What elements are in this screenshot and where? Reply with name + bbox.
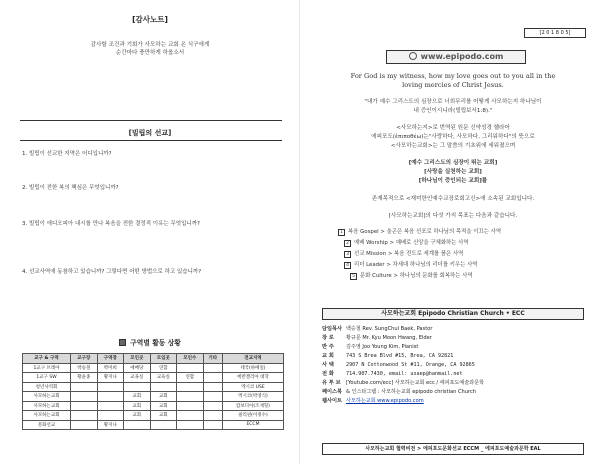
five-goals-intro: [사모하는교회]의 다섯 가지 목표는 다음과 같습니다. — [388, 213, 518, 219]
goal-text: 리더 Leader > 차세대 하나님의 리더를 키우는 사역 — [354, 262, 478, 268]
header-cell: 기타 — [203, 354, 222, 364]
table-cell — [71, 411, 98, 421]
goal-3 — [344, 249, 584, 258]
goal-text: 선교 Mission > 복음 전도로 세계를 품은 사역 — [354, 251, 464, 257]
goal-1 — [338, 227, 578, 236]
goal-number: 4 — [344, 262, 351, 269]
table-cell: 연합 — [177, 373, 204, 383]
info-youtube — [322, 379, 584, 388]
table-row — [23, 363, 284, 373]
table-cell — [71, 401, 98, 411]
table-cell — [203, 420, 222, 430]
table-cell: 캄보디아(조재형) — [222, 401, 283, 411]
purpose-text: 존재목적으로 <재미한인예수교장로회고신>에 소속된 교회입니다. — [371, 196, 535, 202]
section-rule-top — [20, 120, 282, 121]
section-rule-bottom — [20, 140, 282, 141]
info-value: 743 S Brea Blvd #15, Brea, CA 92821 — [346, 353, 454, 359]
table-cell — [177, 420, 204, 430]
goal-number: 5 — [350, 273, 357, 280]
info-phone-email — [322, 370, 584, 379]
table-row — [23, 401, 284, 411]
question-3: 3. 빌립이 에디오피아 내시를 만나 복음을 전한 결정적 이유는 무엇입니까? — [22, 221, 200, 227]
table-cell — [177, 401, 204, 411]
info-label: 장 로 — [322, 335, 334, 341]
table-cell — [203, 392, 222, 402]
info-website — [322, 397, 584, 406]
table-cell — [97, 401, 124, 411]
table-cell: 교회 — [150, 401, 177, 411]
activities-table — [22, 353, 284, 430]
info-label: 페이스북 — [322, 389, 343, 395]
website-banner-text: www.epipodo.com — [420, 52, 504, 61]
info-label: 전 화 — [322, 371, 334, 377]
goal-text: 복음 Gospel > 울곤은 복음 선포로 하나님의 목적을 이끄는 사역 — [348, 229, 502, 235]
box-icon — [119, 339, 126, 346]
table-row — [23, 420, 284, 430]
info-value: 714.907.7430, email: usaep@hanmail.net — [346, 371, 463, 377]
table-cell — [150, 420, 177, 430]
website-banner[interactable] — [386, 50, 526, 64]
table-cell: 교회 — [150, 411, 177, 421]
info-value: 김주영 Joo Young Kim, Pianist — [346, 344, 419, 350]
table-cell: 1교구 브레아 — [23, 363, 71, 373]
header-cell: 교구장 — [71, 354, 98, 364]
table-cell — [203, 373, 222, 383]
meaning-line-1: <사모하는지>로 번역된 원문 신약성경 헬라어 — [396, 125, 510, 131]
table-cell — [124, 420, 151, 430]
header-cell: 모인수 — [177, 354, 204, 364]
table-cell — [203, 401, 222, 411]
info-church-address — [322, 352, 584, 361]
info-label: 담임목사 — [322, 326, 343, 332]
missions-section-title: [빌립의 선교] — [128, 129, 172, 137]
date-box: [2 0 1 8 0 5] — [524, 28, 586, 38]
globe-icon — [409, 52, 417, 60]
goal-text: 예배 Worship > 예배로 신앙을 구체화하는 사역 — [354, 240, 469, 246]
table-cell: 연합 — [150, 363, 177, 373]
table-cell — [203, 411, 222, 421]
church-name-bar: 사모하는교회 Epipodo Christian Church • ECC — [322, 308, 584, 320]
header-cell: 교구 & 구역 — [23, 354, 71, 364]
goal-number: 1 — [338, 229, 345, 236]
table-cell — [203, 382, 222, 392]
header-cell: 전교지역 — [222, 354, 283, 364]
activities-title — [0, 337, 300, 347]
website-link[interactable]: 사모하는교회 www.epipodo.com — [346, 398, 424, 404]
table-cell: 사모하는교회 — [23, 411, 71, 421]
table-cell: 필리핀(이정수) — [222, 411, 283, 421]
table-cell — [177, 392, 204, 402]
table-cell: 교회 — [124, 401, 151, 411]
slogan-1: [예수 그리스도의 심장이 뛰는 교회] — [408, 160, 498, 166]
table-cell — [71, 392, 98, 402]
table-cell: 교회 — [124, 411, 151, 421]
table-cell: 사모하는교회 — [23, 392, 71, 402]
table-cell: 황지나 — [97, 373, 124, 383]
thanks-line-1: 감사할 조건과 기회가 사모하는 교회 온 식구에게 — [90, 42, 210, 48]
table-cell — [150, 382, 177, 392]
info-pianist — [322, 343, 584, 352]
table-cell: 에반겔리아 대학 — [222, 373, 283, 383]
meaning-line-3: <사모하는교회>는 그 말씀의 기초위에 세워졌으며 — [390, 143, 516, 149]
table-header-row — [23, 354, 284, 364]
table-row — [23, 382, 284, 392]
goal-number: 2 — [344, 240, 351, 247]
thanks-line-2: 순간마다 충만하게 하옵소서 — [115, 50, 185, 56]
table-cell: 황지나 — [97, 420, 124, 430]
table-cell: 교회 — [150, 392, 177, 402]
goal-text: 문화 Culture > 하나님의 문화를 회복하는 사역 — [360, 273, 473, 279]
verse-english-2: loving mercies of Christ Jesus. — [402, 81, 504, 89]
verse-korean-2: 내 증인이시니라(빌립보서1:8)." — [413, 108, 493, 114]
table-cell — [97, 382, 124, 392]
goal-number: 3 — [344, 251, 351, 258]
question-2: 2. 빌립이 전한 복의 핵심은 무엇입니까? — [22, 185, 119, 191]
info-label: 사 택 — [322, 362, 334, 368]
table-cell — [97, 411, 124, 421]
info-label: 유 투 브 — [322, 380, 341, 386]
table-cell: 교육실 — [124, 373, 151, 383]
info-value: 백승철 Rev. SungChul Baek, Pastor — [346, 326, 433, 332]
table-cell — [177, 382, 204, 392]
table-cell: ECCM — [222, 420, 283, 430]
activities-title-text: 구역별 활동 상황 — [130, 339, 181, 347]
table-cell — [124, 382, 151, 392]
table-cell: 박승철 — [71, 363, 98, 373]
question-4: 4. 선교사역에 동참하고 있습니까? 그렇다면 어떤 방법으로 하고 있습니까? — [22, 269, 202, 275]
table-cell: 황윤종 — [71, 373, 98, 383]
table-row — [23, 373, 284, 383]
table-row — [23, 411, 284, 421]
table-cell: 엑시코 USE — [222, 382, 283, 392]
info-facebook — [322, 388, 584, 397]
info-label: 반 주 — [322, 344, 334, 350]
info-value: 황규문 Mr. Kyu Moon Hwang, Elder — [346, 335, 432, 341]
info-label: 웹사이트 — [322, 398, 343, 404]
info-value: 2907 N Cottonwood St #11, Orange, CA 92865 — [346, 362, 475, 368]
header-cell: 모인곳 — [124, 354, 151, 364]
header-cell: 구역장 — [97, 354, 124, 364]
table-cell: 교회 — [124, 392, 151, 402]
table-row — [23, 392, 284, 402]
table-cell: 문화선교 — [23, 420, 71, 430]
goal-4 — [344, 260, 584, 269]
table-cell — [71, 382, 98, 392]
verse-english-1: For God is my witness, how my love goes out to you all in the — [350, 72, 556, 80]
slogan-3: [하나님이 증인되는 교회]를 — [418, 178, 488, 184]
table-cell — [177, 363, 204, 373]
table-cell: 엑시코(박영식) — [222, 392, 283, 402]
info-value: [Youtube.com/ecc] 사모하는교회 ecc / 에피포도예술과문학 — [346, 380, 485, 386]
header-cell: 모임곳 — [150, 354, 177, 364]
table-cell: 사모하는교회 — [23, 401, 71, 411]
verse-korean-1: "내가 예수 그리스도의 심장으로 너희무리를 어떻게 사모하는지 하나님이 — [364, 99, 542, 105]
table-cell — [97, 392, 124, 402]
info-elder — [322, 334, 584, 343]
table-cell — [203, 363, 222, 373]
table-cell: 1교구 SW — [23, 373, 71, 383]
goal-2 — [344, 238, 584, 247]
question-1: 1. 빌립이 선교한 지역은 어디입니까? — [22, 151, 112, 157]
meaning-line-2: 에피포도(ἐπιποθέω)는"사랑하다, 사모하다, 그리워하다"의 뜻으로 — [371, 134, 535, 140]
table-cell — [71, 420, 98, 430]
partner-vision-bar: 사모하는교회 협력비전 > 에피포도문화선교 ECCM _ 에피포도예술과문학 EAL — [322, 443, 584, 455]
table-cell: 청년사역회 — [23, 382, 71, 392]
info-value: & 인스타그램 : 사모하는교회 epipodo christian Church — [346, 389, 476, 395]
info-pastor — [322, 325, 584, 334]
table-cell: 테국(하베일) — [222, 363, 283, 373]
goal-5 — [350, 271, 590, 280]
info-residence-address — [322, 361, 584, 370]
thanks-note-title: [감사노트] — [132, 15, 168, 24]
table-cell — [177, 411, 204, 421]
table-cell: 교육실 — [150, 373, 177, 383]
info-label: 교 회 — [322, 353, 334, 359]
slogan-2: [사랑을 실천하는 교회] — [424, 169, 482, 175]
table-cell: 애배당 — [124, 363, 151, 373]
table-cell: 박미희 — [97, 363, 124, 373]
